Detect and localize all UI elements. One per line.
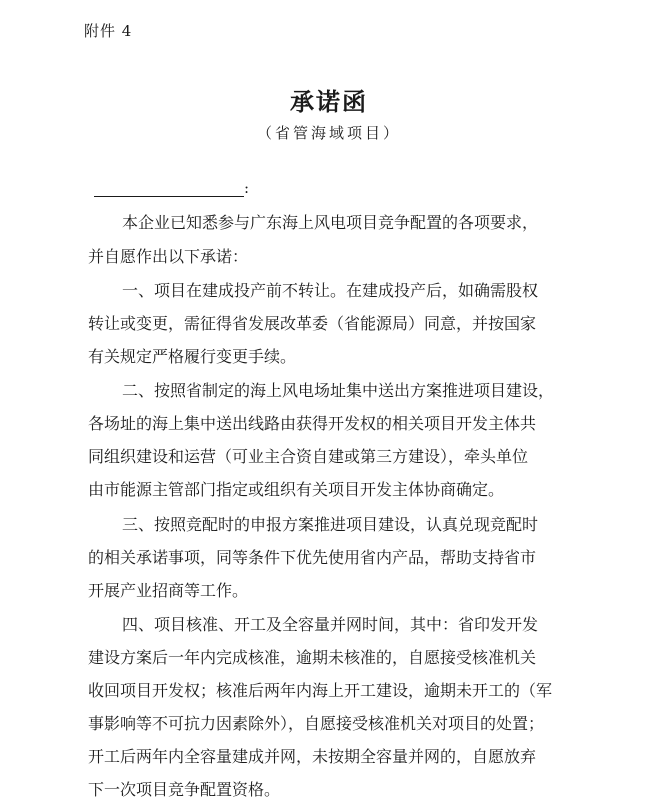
addressee-colon: : [244, 179, 250, 197]
clause-1-line-1: 一、项目在建成投产前不转让。在建成投产后，如确需股权 [122, 281, 539, 300]
clause-2-line-2: 各场址的海上集中送出线路由获得开发权的相关项目开发主体共 [88, 414, 537, 433]
paragraph-intro-line-2: 并自愿作出以下承诺： [88, 247, 249, 266]
clause-2-line-1: 二、按照省制定的海上风电场址集中送出方案推进项目建设， [122, 381, 555, 400]
clause-4-line-2: 建设方案后一年内完成核准，逾期未核准的，自愿接受核准机关 [88, 648, 537, 667]
clause-2-line-4: 由市能源主管部门指定或组织有关项目开发主体协商确定。 [88, 480, 505, 499]
addressee-blank [94, 178, 244, 197]
clause-3-line-2: 的相关承诺事项，同等条件下优先使用省内产品，帮助支持省市 [88, 548, 537, 567]
attachment-label: 附件 4 [84, 22, 133, 40]
document-subtitle: （省管海域项目） [256, 124, 401, 142]
clause-4-line-4: 事影响等不可抗力因素除外），自愿接受核准机关对项目的处置； [88, 714, 545, 733]
document-title: 承诺函 [290, 87, 368, 116]
paragraph-intro-line-1: 本企业已知悉参与广东海上风电项目竞争配置的各项要求， [122, 213, 539, 232]
clause-4-line-1: 四、项目核准、开工及全容量并网时间，其中：省印发开发 [122, 615, 539, 634]
clause-3-line-1: 三、按照竞配时的申报方案推进项目建设，认真兑现竞配时 [122, 515, 539, 534]
clause-4-line-5: 开工后两年内全容量建成并网，未按期全容量并网的，自愿放弃 [88, 747, 537, 766]
clause-2-line-3: 同组织建设和运营（可业主合资自建或第三方建设），牵头单位 [88, 447, 529, 466]
clause-4-line-6: 下一次项目竞争配置资格。 [88, 780, 281, 799]
clause-3-line-3: 开展产业招商等工作。 [88, 581, 249, 600]
clause-4-line-3: 收回项目开发权；核准后两年内海上开工建设，逾期未开工的（军 [88, 681, 553, 700]
clause-1-line-2: 转让或变更，需征得省发展改革委（省能源局）同意，并按国家 [88, 314, 537, 333]
clause-1-line-3: 有关规定严格履行变更手续。 [88, 347, 297, 366]
addressee-line [94, 178, 249, 197]
